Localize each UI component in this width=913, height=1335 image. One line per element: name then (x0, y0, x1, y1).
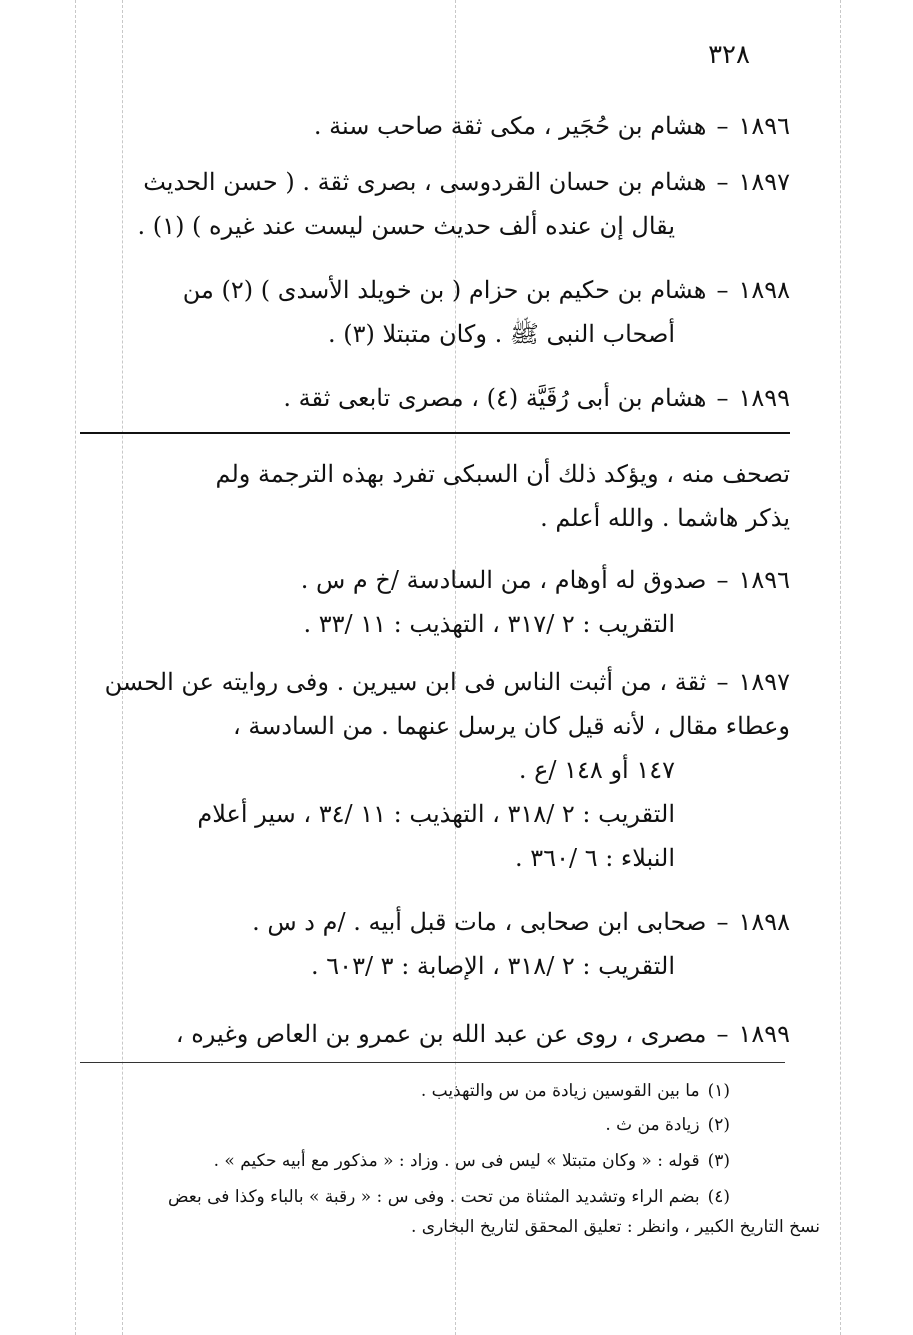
footnote (80, 1110, 790, 1140)
footnote (80, 1182, 820, 1242)
commentary-text: صدوق له أوهام ، من السادسة /خ م س . (300, 566, 707, 594)
footnote-text: قوله : « وكان متبتلا » ليس فى س . وزاد : « مذكور مع أبيه حكيم » . (213, 1151, 700, 1171)
scan-guide-line (840, 0, 841, 1335)
entry-number: ١٨٩٧ (738, 168, 790, 196)
page-number: ٣٢٨ (708, 40, 750, 70)
commentary-text: التقريب : ٢ /٣١٧ ، التهذيب : ١١ /٣٣ . (303, 610, 675, 638)
commentary-text: التقريب : ٢ /٣١٨ ، التهذيب : ١١ /٣٤ ، سير أعلام (197, 800, 675, 828)
entry-number: ١٨٩٧ (738, 668, 790, 696)
commentary-entry: ١٨٩٩–مصرى ، روى عن عبد الله بن عمرو بن العاص وغيره ، (175, 1020, 790, 1048)
commentary-text: ثقة ، من أثبت الناس فى ابن سيرين . وفى روايته عن الحسن (104, 668, 707, 696)
entry-number: ١٨٩٩ (738, 1020, 790, 1048)
commentary-intro (80, 452, 790, 540)
entry-number: ١٨٩٦ (738, 566, 790, 594)
entry-text: هشام بن حسان القردوسى ، بصرى ثقة . ( حسن الحديث (143, 168, 707, 196)
entry-text: يقال إن عنده ألف حديث حسن ليست عند غيره ) (١) . (137, 212, 675, 240)
entry-number: ١٨٩٨ (738, 908, 790, 936)
scan-guide-line (75, 0, 76, 1335)
commentary-text: مصرى ، روى عن عبد الله بن عمرو بن العاص وغيره ، (175, 1020, 707, 1048)
entry-text: أصحاب النبى ﷺ . وكان متبتلا (٣) . (327, 320, 675, 348)
commentary-text: تصحف منه ، ويؤكد ذلك أن السبكى تفرد بهذه الترجمة ولم (215, 460, 790, 488)
main-entry: ١٨٩٧–هشام بن حسان القردوسى ، بصرى ثقة . ( حسن الحديث يقال إن عنده ألف حديث حسن ليست عند غيره ) (١) . (80, 160, 790, 248)
footnote-number: (٢) (707, 1115, 730, 1135)
entry-number: ١٨٩٨ (738, 276, 790, 304)
commentary-text: وعطاء مقال ، لأنه قيل كان يرسل عنهما . من السادسة ، (233, 712, 790, 740)
entry-text: هشام بن حُجَير ، مكى ثقة صاحب سنة . (313, 112, 707, 140)
footnote (80, 1146, 790, 1176)
entry-number: ١٨٩٩ (738, 384, 790, 412)
footnote-text: زيادة من ث . (605, 1115, 700, 1135)
footnote-text: ما بين القوسين زيادة من س والتهذيب . (420, 1081, 700, 1101)
text-commentary-divider (80, 432, 790, 434)
entry-number: ١٨٩٦ (738, 112, 790, 140)
footnote (80, 1076, 790, 1106)
commentary-entry: ١٨٩٧–ثقة ، من أثبت الناس فى ابن سيرين . وفى روايته عن الحسن وعطاء مقال ، لأنه قيل كان يرسل عنهما . من السادسة ، ١٤٧ أو ١٤٨ /ع . التقريب : ٢ /٣١٨ ، التهذيب : ١١ /٣٤ ، سير أعلام النبلاء : ٦ /٣٦٠ . (80, 660, 790, 880)
commentary-text: يذكر هاشما . والله أعلم . (540, 504, 790, 532)
footnote-number: (٤) (707, 1187, 730, 1207)
footnote-text: نسخ التاريخ الكبير ، وانظر : تعليق المحقق لتاريخ البخارى . (410, 1217, 820, 1237)
footnote-text: بضم الراء وتشديد المثناة من تحت . وفى س : « رقبة » بالباء وكذا فى بعض (167, 1187, 700, 1207)
commentary-text: النبلاء : ٦ /٣٦٠ . (515, 844, 675, 872)
commentary-entry: ١٨٩٦–صدوق له أوهام ، من السادسة /خ م س . التقريب : ٢ /٣١٧ ، التهذيب : ١١ /٣٣ . (80, 558, 790, 646)
main-entry: ١٨٩٩–هشام بن أبى رُقَيَّة (٤) ، مصرى تابعى ثقة . (283, 384, 790, 412)
entry-text: هشام بن حكيم بن حزام ( بن خويلد الأسدى ) (٢) من (182, 276, 707, 304)
footnote-number: (٣) (707, 1151, 730, 1171)
main-entry: ١٨٩٨–هشام بن حكيم بن حزام ( بن خويلد الأسدى ) (٢) من أصحاب النبى ﷺ . وكان متبتلا (٣) . (80, 268, 790, 356)
commentary-text: صحابى ابن صحابى ، مات قبل أبيه . /م د س . (252, 908, 707, 936)
commentary-entry: ١٨٩٨–صحابى ابن صحابى ، مات قبل أبيه . /م د س . التقريب : ٢ /٣١٨ ، الإصابة : ٣ /٦٠٣ . (80, 900, 790, 988)
footnote-number: (١) (707, 1081, 730, 1101)
entry-text: هشام بن أبى رُقَيَّة (٤) ، مصرى تابعى ثقة . (283, 384, 707, 412)
commentary-text: التقريب : ٢ /٣١٨ ، الإصابة : ٣ /٦٠٣ . (311, 952, 675, 980)
footnote-divider (80, 1062, 785, 1063)
commentary-text: ١٤٧ أو ١٤٨ /ع . (518, 756, 675, 784)
main-entry: ١٨٩٦–هشام بن حُجَير ، مكى ثقة صاحب سنة . (313, 112, 790, 140)
